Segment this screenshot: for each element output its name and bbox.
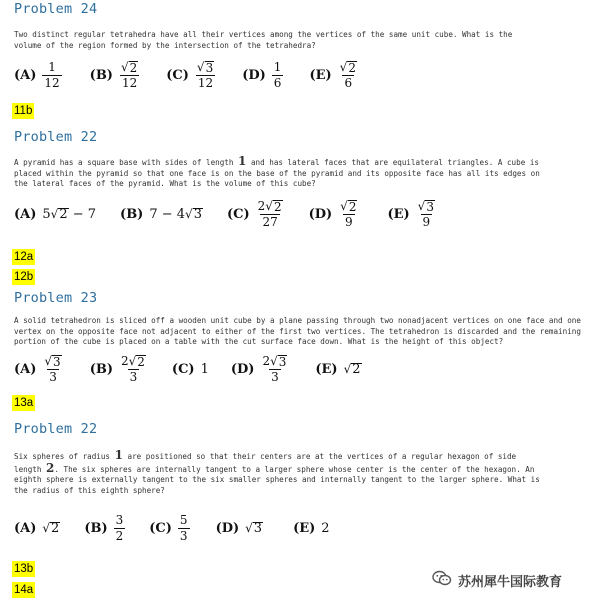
problem-title: Problem 22 (14, 421, 98, 437)
choice-b: (B) √ 2 12 (89, 60, 138, 90)
answer-choices (14, 514, 330, 543)
watermark (432, 570, 562, 591)
choice-a: (A) 5 √ 2 − 7 (14, 207, 97, 222)
text-line: placed within the pyramid so that one face is on the base of the pyramid and its opposite face has all its edges on (14, 168, 540, 178)
contest-tag: 12b (14, 271, 34, 283)
contest-tag: 12a (14, 251, 34, 263)
choice-b: (B) $\frac{3}{2}$ (84, 513, 124, 543)
choice-c: (C) 2 √ 2 27 (226, 199, 282, 229)
answer-choices (14, 200, 437, 229)
contest-tag: 11b (14, 105, 33, 117)
problem-title: Problem 22 (14, 129, 98, 145)
text-line: volume of the region formed by the intersection of the tetrahedra? (14, 40, 316, 50)
choice-e: (E) √ 2 6 (309, 60, 356, 90)
choice-c: (C) 1 (171, 362, 209, 377)
text-line: portion of the cube is placed on a table with the cut surface face down. What is the height of this object? (14, 337, 504, 346)
choice-e: (E) √ 3 9 (387, 199, 434, 229)
choice-c: (C) $\frac{5}{3}$ (149, 513, 188, 543)
problem-text (14, 316, 581, 348)
choice-e: (E) √ 2 (315, 362, 361, 377)
text-line: Six spheres of radius 1 are positioned so that their centers are at the vertices of a regular hexagon of side (14, 448, 517, 462)
contest-tag: 13a (14, 397, 34, 409)
contest-tag: 13b (14, 563, 34, 575)
choice-d: (D) $\frac{1}{6}$ (242, 60, 282, 90)
choice-d: (D) √ 2 9 (308, 199, 357, 229)
problem-title: Problem 24 (14, 1, 98, 17)
watermark-text: 苏州犀牛国际教育 (458, 575, 563, 590)
choice-a: (A) √ 2 (14, 521, 60, 536)
text-line: vertex on the opposite face not adjacent to either of the first two vertices. The tetrahedron is discarded and the remaining (14, 326, 581, 336)
text-line: length 2. The six spheres are internally tangent to a larger sphere whose center is the center of the hexagon. An (14, 460, 535, 475)
problem-text (14, 450, 540, 496)
text-line: eighth sphere is externally tangent to the six smaller spheres and internally tangent to the larger sphere. What is (14, 475, 540, 484)
contest-tag: 14a (14, 584, 34, 596)
answer-choices (14, 355, 362, 384)
choice-d: (D) 2 √ 3 3 (230, 354, 287, 384)
choice-d: (D) √ 3 (215, 521, 263, 536)
choice-c: (C) √ 3 12 (166, 60, 214, 90)
choice-b: (B) 2 √ 2 3 (89, 354, 145, 384)
text-line: the lateral faces of the pyramid. What is the volume of this cube? (14, 179, 316, 188)
text-line: the radius of this eighth sphere? (14, 485, 165, 495)
problem-title: Problem 23 (14, 290, 98, 306)
choice-e: (E) 2 (293, 521, 330, 536)
choice-a: (A) $\frac{1}{12}$ (14, 60, 60, 90)
answer-choices (14, 61, 359, 90)
problem-text (14, 30, 512, 51)
text-line: Two distinct regular tetrahedra have all their vertices among the vertices of the same unit cube. What is the (14, 30, 513, 39)
text-line: A solid tetrahedron is sliced off a wooden unit cube by a plane passing through two nonadjacent vertices on one face and one (14, 316, 581, 325)
choice-b: (B) 7 − 4 √ 3 (120, 207, 202, 222)
text-line: A pyramid has a square base with sides of length 1 and has lateral faces that are equilateral triangles. A cube is (14, 154, 539, 168)
wechat-icon (432, 570, 452, 591)
choice-a: (A) √ 3 3 (14, 354, 61, 384)
problem-text (14, 156, 540, 190)
